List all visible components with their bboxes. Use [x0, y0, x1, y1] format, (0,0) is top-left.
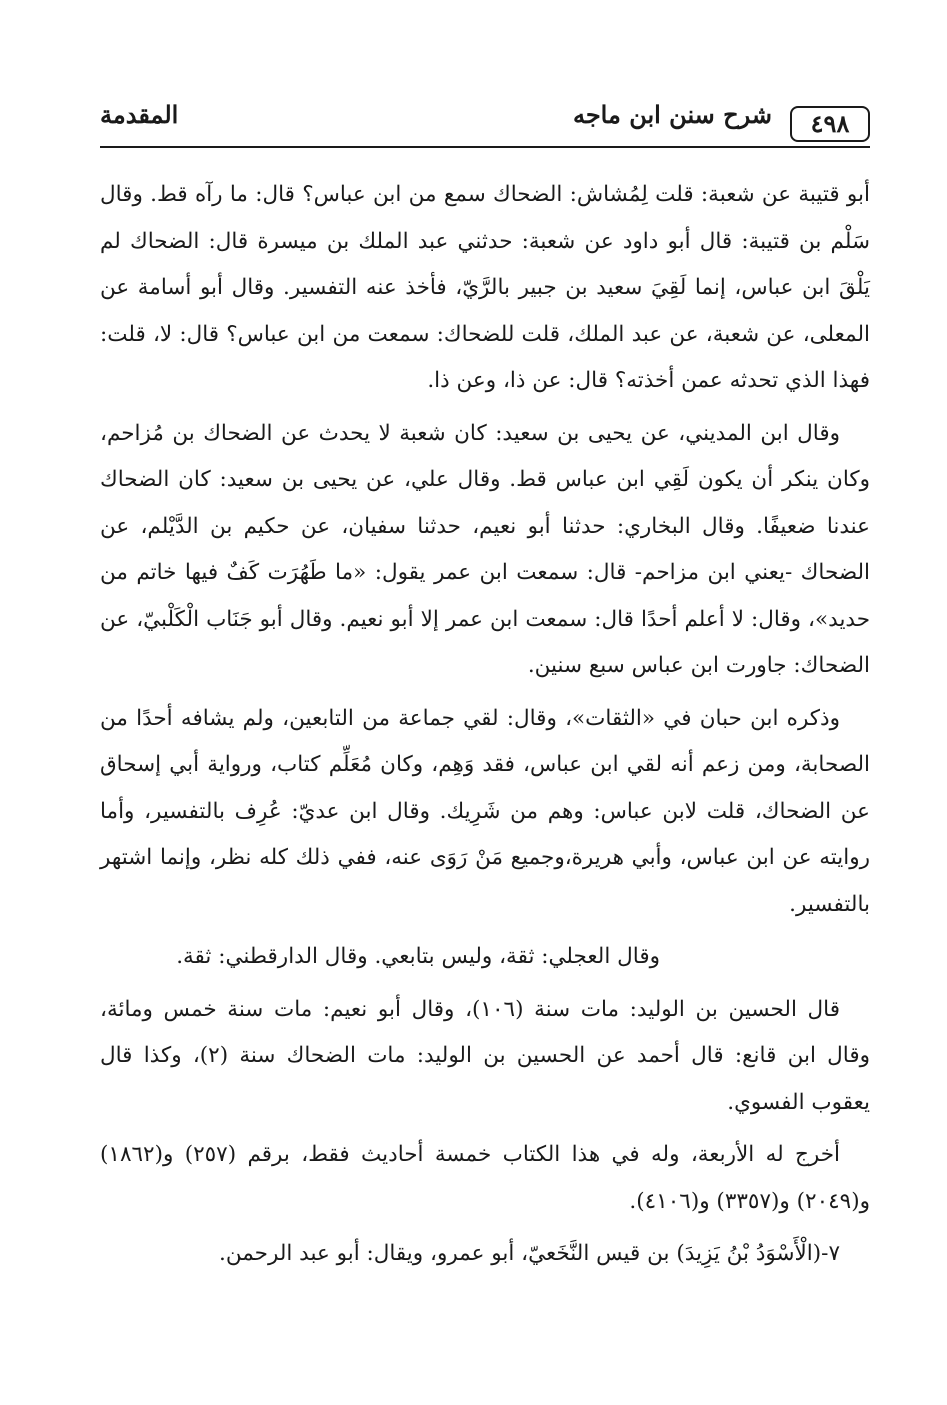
paragraph: وقال العجلي: ثقة، وليس بتابعي. وقال الدارقطني: ثقة. — [176, 944, 660, 969]
paragraph: أبو قتيبة عن شعبة: قلت لِمُشاش: الضحاك سمع من ابن عباس؟ قال: ما رآه قط. وقال سَلْم بن قتيبة: قال أبو داود عن شعبة: حدثني عبد الملك بن ميسرة قال: الضحاك لم يَلْقَ ابن عباس، إنما لَقِيَ سعيد بن جبير بالرَّيّ، فأخذ عنه التفسير. وقال أبو أسامة عن المعلى، عن شعبة، عن عبد الملك، قلت للضحاك: سمعت من ابن عباس؟ قال: لا، قلت: فهذا الذي تحدثه عمن أخذته؟ قال: عن ذا، وعن ذا. — [100, 182, 870, 393]
paragraph: أخرج له الأربعة، وله في هذا الكتاب خمسة أحاديث فقط، برقم (٢٥٧) و(١٨٦٢) و(٢٠٤٩) و(٣٣٥٧) و(٤١٠٦). — [100, 1142, 870, 1214]
header-rule — [100, 146, 870, 148]
paragraph: وذكره ابن حبان في «الثقات»، وقال: لقي جماعة من التابعين، ولم يشافه أحدًا من الصحابة، ومن زعم أنه لقي ابن عباس، فقد وَهِم، وكان مُعَلِّم كتاب، ورواية أبي إسحاق عن الضحاك، قلت لابن عباس: وهم من شَرِيك. وقال ابن عديّ: عُرِف بالتفسير، وأما روايته عن ابن عباس، وأبي هريرة،وجميع مَنْ رَوَى عنه، ففي ذلك كله نظر، وإنما اشتهر بالتفسير. — [100, 705, 870, 917]
book-title: شرح سنن ابن ماجه — [572, 100, 772, 129]
paragraph: قال الحسين بن الوليد: مات سنة (١٠٦)، وقال أبو نعيم: مات سنة خمس ومائة، وقال ابن قانع: قال أحمد عن الحسين بن الوليد: مات الضحاك سنة (٢)، وكذا قال يعقوب الفسوي. — [100, 996, 870, 1115]
paragraph: وقال ابن المديني، عن يحيى بن سعيد: كان شعبة لا يحدث عن الضحاك بن مُزاحم، وكان ينكر أن يكون لَقِي ابن عباس قط. وقال علي، عن يحيى بن سعيد: كان الضحاك عندنا ضعيفًا. وقال البخاري: حدثنا أبو نعيم، حدثنا سفيان، عن حكيم بن الدَّيْلم، عن الضحاك -يعني ابن مزاحم- قال: سمعت ابن عمر يقول: «ما طَهُرَت كَفٌ فيها خاتم من حديد»، وقال: لا أعلم أحدًا قال: سمعت ابن عمر إلا أبو نعيم. وقال أبو جَنَاب الْكَلْبيّ، عن الضحاك: جاورت ابن عباس سبع سنين. — [100, 420, 870, 678]
paragraph: ٧-(الْأَسْوَدُ بْنُ يَزِيدَ) بن قيس النَّخَعيّ، أبو عمرو، ويقال: أبو عبد الرحمن. — [219, 1241, 840, 1266]
page-header — [100, 96, 870, 148]
body-text — [100, 172, 870, 1284]
section-title: المقدمة — [100, 100, 179, 129]
page-number: ٤٩٨ — [790, 106, 870, 142]
